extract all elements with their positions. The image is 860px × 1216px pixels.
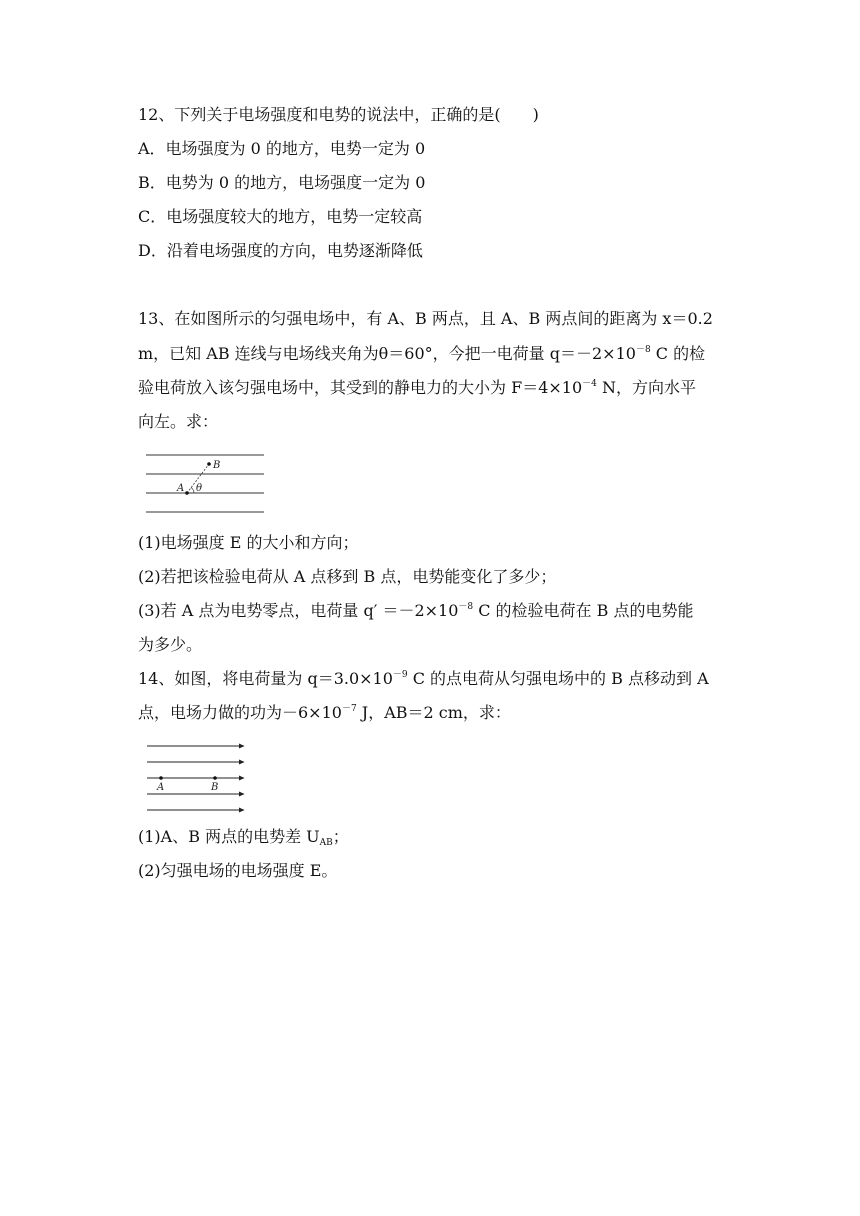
q13-sub-3-exponent: －8: [458, 602, 474, 612]
q13-line-2-text: m，已知 AB 连线与电场线夹角为θ＝60°，今把一电荷量 q＝－2×10: [138, 344, 636, 363]
q13-force-exponent: －4: [582, 379, 597, 389]
q14-line-2: [138, 702, 511, 724]
q14-voltage-subscript: AB: [319, 838, 333, 848]
q14-sub-1-text-end: ；: [332, 827, 349, 846]
q13-line-2-text-end: C 的检: [650, 344, 706, 363]
point-b-label: B: [211, 782, 219, 793]
q13-line-3-text: 验电荷放入该匀强电场中，其受到的静电力的大小为 F＝4×10: [138, 378, 583, 397]
q12-option-c: C．电场强度较大的地方，电势一定较高: [138, 207, 423, 226]
q14-line-1-text-end: C 的点电荷从匀强电场中的 B 点移动到 A: [407, 669, 709, 688]
q12-option-d: D．沿着电场强度的方向，电势逐渐降低: [138, 241, 423, 260]
q14-sub-1: [138, 826, 349, 848]
q13-charge-exponent: －8: [635, 345, 651, 355]
q12-option-a: A．电场强度为 0 的地方，电势一定为 0: [138, 139, 426, 158]
q13-sub-1: (1)电场强度 E 的大小和方向；: [138, 533, 359, 552]
q13-sub-3-cont: 为多少。: [138, 635, 203, 654]
q14-line-2-text: 点，电场力做的功为－6×10: [138, 703, 342, 722]
q13-line-2: [138, 343, 705, 365]
q13-sub-3: [138, 600, 693, 622]
q13-line-4: 向左。求：: [138, 412, 219, 431]
q14-work-exponent: －7: [341, 704, 357, 714]
point-b-label: B: [213, 460, 221, 471]
point-a-dot: [185, 491, 189, 495]
q14-charge-exponent: －9: [392, 670, 408, 680]
point-a-label: A: [157, 782, 165, 793]
q14-line-1-text: 14、如图，将电荷量为 q＝3.0×10: [138, 669, 393, 688]
theta-arc: [191, 488, 194, 494]
point-b-dot: [213, 776, 217, 780]
theta-label: θ: [196, 483, 203, 494]
q14-sub-1-text: (1)A、B 两点的电势差 U: [138, 827, 320, 846]
q14-sub-2: (2)匀强电场的电场强度 E。: [138, 861, 338, 880]
q13-line-3: [138, 377, 696, 399]
point-b-dot: [207, 462, 211, 466]
q14-field-diagram: [140, 738, 252, 818]
point-a-dot: [159, 776, 163, 780]
q13-line-3-text-end: N，方向水平: [596, 378, 696, 397]
q14-line-1: [138, 668, 709, 690]
q13-sub-3-text-end: C 的检验电荷在 B 点的电势能: [473, 601, 694, 620]
point-a-label: A: [177, 483, 185, 494]
q14-line-2-text-end: J，AB＝2 cm，求：: [356, 703, 511, 722]
q13-line-1: 13、在如图所示的匀强电场中，有 A、B 两点，且 A、B 两点间的距离为 x＝0.2: [138, 309, 713, 328]
q13-sub-2: (2)若把该检验电荷从 A 点移到 B 点，电势能变化了多少；: [138, 567, 557, 586]
q13-sub-3-text: (3)若 A 点为电势零点，电荷量 q′ ＝－2×10: [138, 601, 459, 620]
q13-field-diagram: [140, 450, 270, 518]
q12-option-b: B．电势为 0 的地方，电场强度一定为 0: [138, 173, 426, 192]
q12-stem: 12、下列关于电场强度和电势的说法中，正确的是( ): [138, 105, 539, 124]
